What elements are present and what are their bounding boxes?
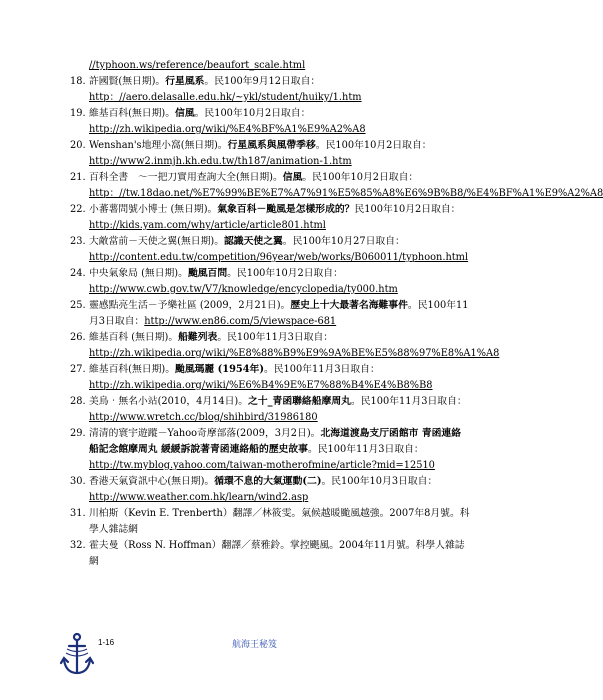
- reference-item: [70, 266, 470, 298]
- reference-link[interactable]: http：//aero.delasalle.edu.hk/~ykl/student/huiky/1.htm: [89, 92, 362, 103]
- reference-title: 行星風系與風帶季移: [227, 140, 316, 151]
- footer-brand: 航海王秘笈: [232, 640, 278, 650]
- reference-text: 。民100年11月3日取自：: [307, 444, 424, 455]
- reference-link[interactable]: http://zh.wikipedia.org/wiki/%E4%BF%A1%E9%A2%A8: [89, 124, 366, 135]
- reference-text: 百科全書 ～一把刀實用查詢大全(無日期)。: [89, 172, 283, 183]
- reference-number: 26.: [70, 332, 86, 343]
- reference-link[interactable]: http://kids.yam.com/why/article/article801.html: [89, 220, 326, 231]
- reference-item: [70, 106, 470, 138]
- reference-title: 認識天使之翼: [224, 236, 283, 247]
- reference-text: 。民100年11月3日取自：: [263, 364, 380, 375]
- reference-item: [70, 474, 470, 506]
- reference-link[interactable]: http://zh.wikipedia.org/wiki/%E8%88%B9%E9%9A%BE%E5%88%97%E8%A1%A8: [89, 348, 500, 359]
- reference-link[interactable]: http://www.wretch.cc/blog/shihbird/31986180: [89, 412, 318, 423]
- reference-text: 。民100年11月3日取自：: [350, 396, 467, 407]
- reference-title: 之十_青函聯絡船摩周丸: [248, 396, 351, 407]
- reference-title: 北海道渡島支厅函館市 青函連絡船記念館摩周丸 緩緩訴說著青函連絡船的歷史故事: [89, 428, 462, 455]
- reference-item: [70, 74, 470, 106]
- reference-title: 船難列表: [178, 332, 218, 343]
- reference-number: 20.: [70, 140, 86, 151]
- reference-text: 香港天氣資訊中心(無日期)。: [89, 476, 215, 487]
- reference-text: 。民100年10月2日取自：: [302, 172, 419, 183]
- reference-item: [70, 58, 470, 74]
- reference-text: 維基百科(無日期)。: [89, 364, 176, 375]
- reference-link[interactable]: http://content.edu.tw/competition/96year/web/works/B060011/typhoon.html: [89, 252, 469, 263]
- reference-item: [70, 138, 470, 170]
- reference-text: 清清的寰宇遊蹤－Yahoo奇摩部落(2009，3月2日)。: [89, 428, 321, 439]
- reference-number: 31.: [70, 508, 86, 519]
- page-number: 1-16: [98, 638, 115, 647]
- reference-number: 19.: [70, 108, 86, 119]
- reference-number: 25.: [70, 300, 86, 311]
- reference-link[interactable]: http://www2.inmjh.kh.edu.tw/th187/animation-1.htm: [89, 156, 352, 167]
- reference-item: [70, 506, 470, 538]
- reference-title: 颱風瑪麗 (1954年): [175, 364, 264, 375]
- reference-number: 21.: [70, 172, 86, 183]
- reference-link[interactable]: http://tw.myblog.yahoo.com/taiwan-motherofmine/article?mid=12510: [89, 460, 435, 471]
- reference-text: 。民100年11月3日取自：: [89, 300, 469, 327]
- reference-item: [70, 202, 470, 234]
- reference-text: 小蕃薯問號小博士 (無日期)。: [89, 204, 218, 215]
- reference-title: 信風: [175, 108, 195, 119]
- reference-text: 維基百科(無日期)。: [89, 108, 176, 119]
- reference-link[interactable]: http://zh.wikipedia.org/wiki/%E6%B4%9E%E7%88%B4%E4%B8%B8: [89, 380, 433, 391]
- reference-number: 28.: [70, 396, 86, 407]
- reference-link[interactable]: //typhoon.ws/reference/beaufort_scale.html: [89, 60, 306, 71]
- reference-item: [70, 426, 470, 474]
- reference-text: 靈感點亮生活－予樂社區 (2009，2月21日)。: [89, 300, 291, 311]
- reference-link[interactable]: http://www.en86.com/5/viewspace-681: [144, 316, 337, 327]
- reference-item: [70, 538, 470, 570]
- reference-number: 32.: [70, 540, 86, 551]
- reference-item: [70, 298, 470, 330]
- reference-title: 颱風百問: [187, 268, 228, 279]
- reference-title: 行星風系: [165, 76, 205, 87]
- reference-number: 22.: [70, 204, 86, 215]
- reference-text: 。民100年10月27日取自：: [282, 236, 405, 247]
- reference-text: 美鳥‧無名小站(2010，4月14日)。: [89, 396, 249, 407]
- reference-number: 24.: [70, 268, 86, 279]
- reference-text: Wenshan's地理小窩(無日期)。: [89, 140, 228, 151]
- reference-number: 23.: [70, 236, 86, 247]
- reference-item: [70, 170, 603, 202]
- reference-title: 信風: [282, 172, 303, 183]
- reference-number: 30.: [70, 476, 86, 487]
- reference-text: 維基百科 (無日期)。: [89, 332, 179, 343]
- reference-title: 氣象百科－颱風是怎樣形成的？: [217, 204, 355, 215]
- reference-link[interactable]: http：//tw.18dao.net/%E7%99%BE%E7%A7%91%E5%85%A8%E6%9B%B8/%E4%BF%A1%E9%A2%A8: [89, 188, 603, 199]
- reference-link[interactable]: http://www.weather.com.hk/learn/wind2.asp: [89, 492, 309, 503]
- reference-text: 民100年10月2日取自：: [354, 204, 461, 215]
- reference-text: 。民100年10月2日取自：: [227, 268, 343, 279]
- reference-text: 大敵當前－天使之翼(無日期)。: [89, 236, 225, 247]
- reference-text: 。民100年11月3日取自：: [217, 332, 334, 343]
- reference-list: [70, 58, 603, 570]
- anchor-icon: [60, 632, 94, 678]
- reference-number: 29.: [70, 428, 86, 439]
- reference-item: [70, 394, 470, 426]
- reference-text: 。民100年10月3日取自：: [321, 476, 438, 487]
- reference-text: 。民100年9月12日取自：: [204, 76, 321, 87]
- reference-item: [70, 330, 500, 362]
- reference-item: [70, 362, 470, 394]
- reference-title: 歷史上十大最著名海難事件: [290, 300, 408, 311]
- reference-link[interactable]: http://www.cwb.gov.tw/V7/knowledge/encyclopedia/ty000.htm: [89, 284, 398, 295]
- reference-title: 循環不息的大氣運動(二): [214, 476, 322, 487]
- reference-item: [70, 234, 470, 266]
- reference-number: 27.: [70, 364, 86, 375]
- reference-number: 18.: [70, 76, 86, 87]
- reference-text: 許國賢(無日期)。: [89, 76, 166, 87]
- reference-text: 霍夫曼（Ross N. Hoffman）翻譯／蔡雅鈴。掌控颶風。2004年11月號。科學人雜誌網: [89, 540, 465, 567]
- reference-text: 川柏斯（Kevin E. Trenberth）翻譯／林筱雯。氣候越暖颱風越強。2007年8月號。科學人雜誌網: [89, 508, 470, 535]
- reference-text: 。民100年10月2日取自：: [194, 108, 311, 119]
- reference-text: 。民100年10月2日取自：: [315, 140, 432, 151]
- reference-text: 中央氣象局 (無日期)。: [89, 268, 188, 279]
